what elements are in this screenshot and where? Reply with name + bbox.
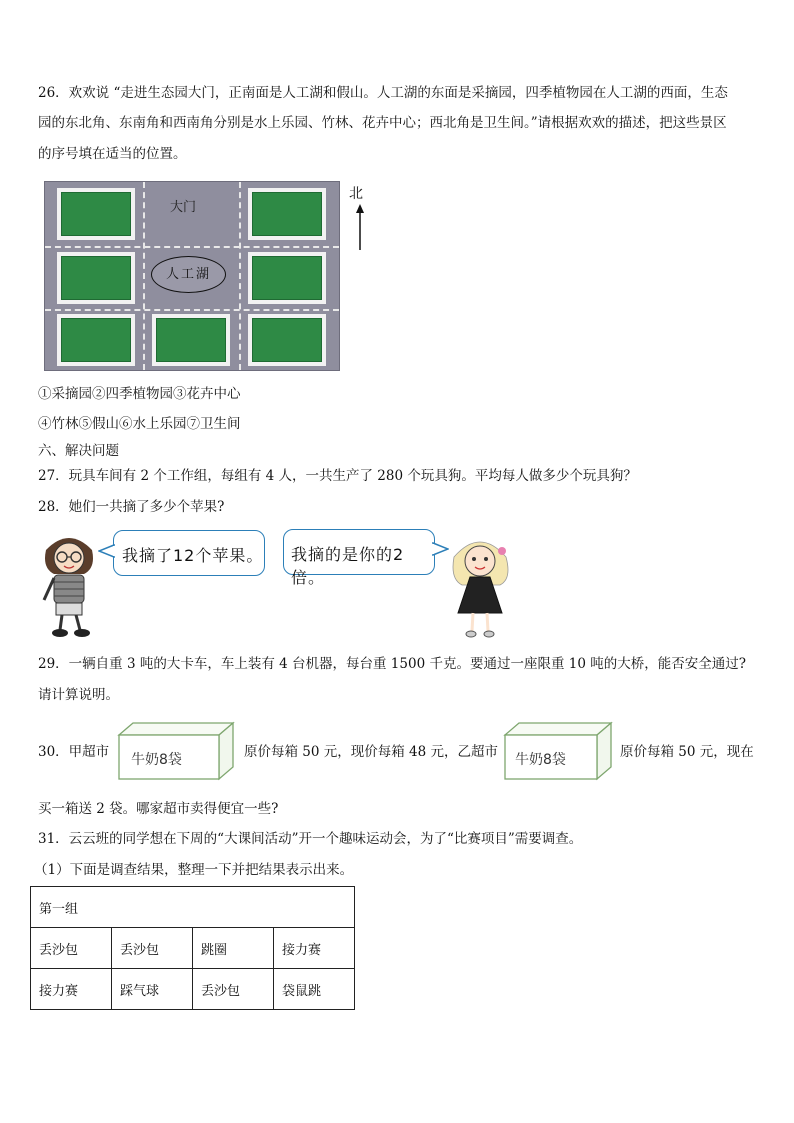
map-plot-se bbox=[248, 314, 326, 366]
table-row bbox=[31, 928, 355, 969]
q30-line-2: 买一箱送 2 袋。哪家超市卖得便宜一些? bbox=[38, 801, 279, 817]
q31-line-2: （1）下面是调查结果，整理一下并把结果表示出来。 bbox=[34, 862, 354, 878]
table-cell: 踩气球 bbox=[112, 969, 193, 1010]
q30-middle: 原价每箱 50 元，现价每箱 48 元，乙超市 bbox=[244, 744, 499, 760]
road-marking bbox=[239, 182, 241, 370]
table-cell: 跳圈 bbox=[193, 928, 274, 969]
milk-box-yi bbox=[503, 721, 613, 781]
map-gate-label: 大门 bbox=[170, 200, 197, 215]
north-arrow-icon bbox=[355, 204, 365, 252]
q26-line-2: 园的东北角、东南角和西南角分别是水上乐园、竹林、花卉中心；西北角是卫生间。”请根据欢欢的描述，把这些景区 bbox=[38, 115, 727, 131]
map-plot-s bbox=[152, 314, 230, 366]
q29-line-1: 29．一辆自重 3 吨的大卡车，车上装有 4 台机器，每台重 1500 千克。要通过一座限重 10 吨的大桥，能否安全通过? bbox=[38, 656, 746, 672]
q27-text: 27．玩具车间有 2 个工作组，每组有 4 人，一共生产了 280 个玩具狗。平均每人做多少个玩具狗？ bbox=[38, 468, 637, 484]
q28-text: 28．她们一共摘了多少个苹果? bbox=[38, 499, 225, 515]
road-marking bbox=[45, 246, 339, 248]
table-row bbox=[31, 887, 355, 928]
map-plot-e bbox=[248, 252, 326, 304]
q26-options-2: ④竹林⑤假山⑥水上乐园⑦卫生间 bbox=[38, 416, 241, 432]
table-cell: 丢沙包 bbox=[193, 969, 274, 1010]
map-plot-ne bbox=[248, 188, 326, 240]
table-cell: 接力赛 bbox=[274, 928, 355, 969]
milk-box-jia-label: 牛奶8袋 bbox=[131, 752, 182, 768]
milk-box-jia bbox=[117, 721, 235, 781]
q30-prefix: 30．甲超市 bbox=[38, 744, 110, 760]
q26-line-1: 26．欢欢说 “走进生态园大门，正南面是人工湖和假山。人工湖的东面是采摘园，四季植物园在人工湖的西面，生态 bbox=[38, 85, 728, 101]
survey-table bbox=[30, 886, 355, 1010]
speech-bubble-right-text: 我摘的是你的2倍。 bbox=[291, 545, 405, 587]
table-title: 第一组 bbox=[31, 887, 355, 928]
road-marking bbox=[45, 309, 339, 311]
map-lake-label: 人工湖 bbox=[165, 267, 211, 282]
table-cell: 接力赛 bbox=[31, 969, 112, 1010]
table-cell: 丢沙包 bbox=[112, 928, 193, 969]
map-lake bbox=[151, 256, 226, 293]
speech-bubble-left-text: 我摘了12个苹果。 bbox=[122, 546, 264, 565]
q31-line-1: 31．云云班的同学想在下周的“大课间活动”开一个趣味运动会，为了“比赛项目”需要调查。 bbox=[38, 831, 583, 847]
milk-box-yi-label: 牛奶8袋 bbox=[515, 752, 566, 768]
q26-options-1: ①采摘园②四季植物园③花卉中心 bbox=[38, 386, 241, 402]
map-plot-sw bbox=[57, 314, 135, 366]
table-cell: 丢沙包 bbox=[31, 928, 112, 969]
q26-line-3: 的序号填在适当的位置。 bbox=[38, 146, 187, 162]
road-marking bbox=[143, 182, 145, 370]
table-cell: 袋鼠跳 bbox=[274, 969, 355, 1010]
north-label: 北 bbox=[349, 186, 363, 202]
map-plot-w bbox=[57, 252, 135, 304]
bubble-tail-icon bbox=[98, 544, 115, 558]
section-title: 六、解决问题 bbox=[38, 443, 119, 459]
q29-line-2: 请计算说明。 bbox=[38, 687, 119, 703]
girl-with-glasses-illustration bbox=[34, 530, 104, 642]
table-row bbox=[31, 969, 355, 1010]
speech-bubble-right bbox=[283, 529, 435, 587]
q30-suffix: 原价每箱 50 元，现在 bbox=[620, 744, 754, 760]
speech-bubble-left bbox=[113, 530, 265, 576]
map-plot-nw bbox=[57, 188, 135, 240]
girl-in-dress-illustration bbox=[440, 527, 522, 641]
